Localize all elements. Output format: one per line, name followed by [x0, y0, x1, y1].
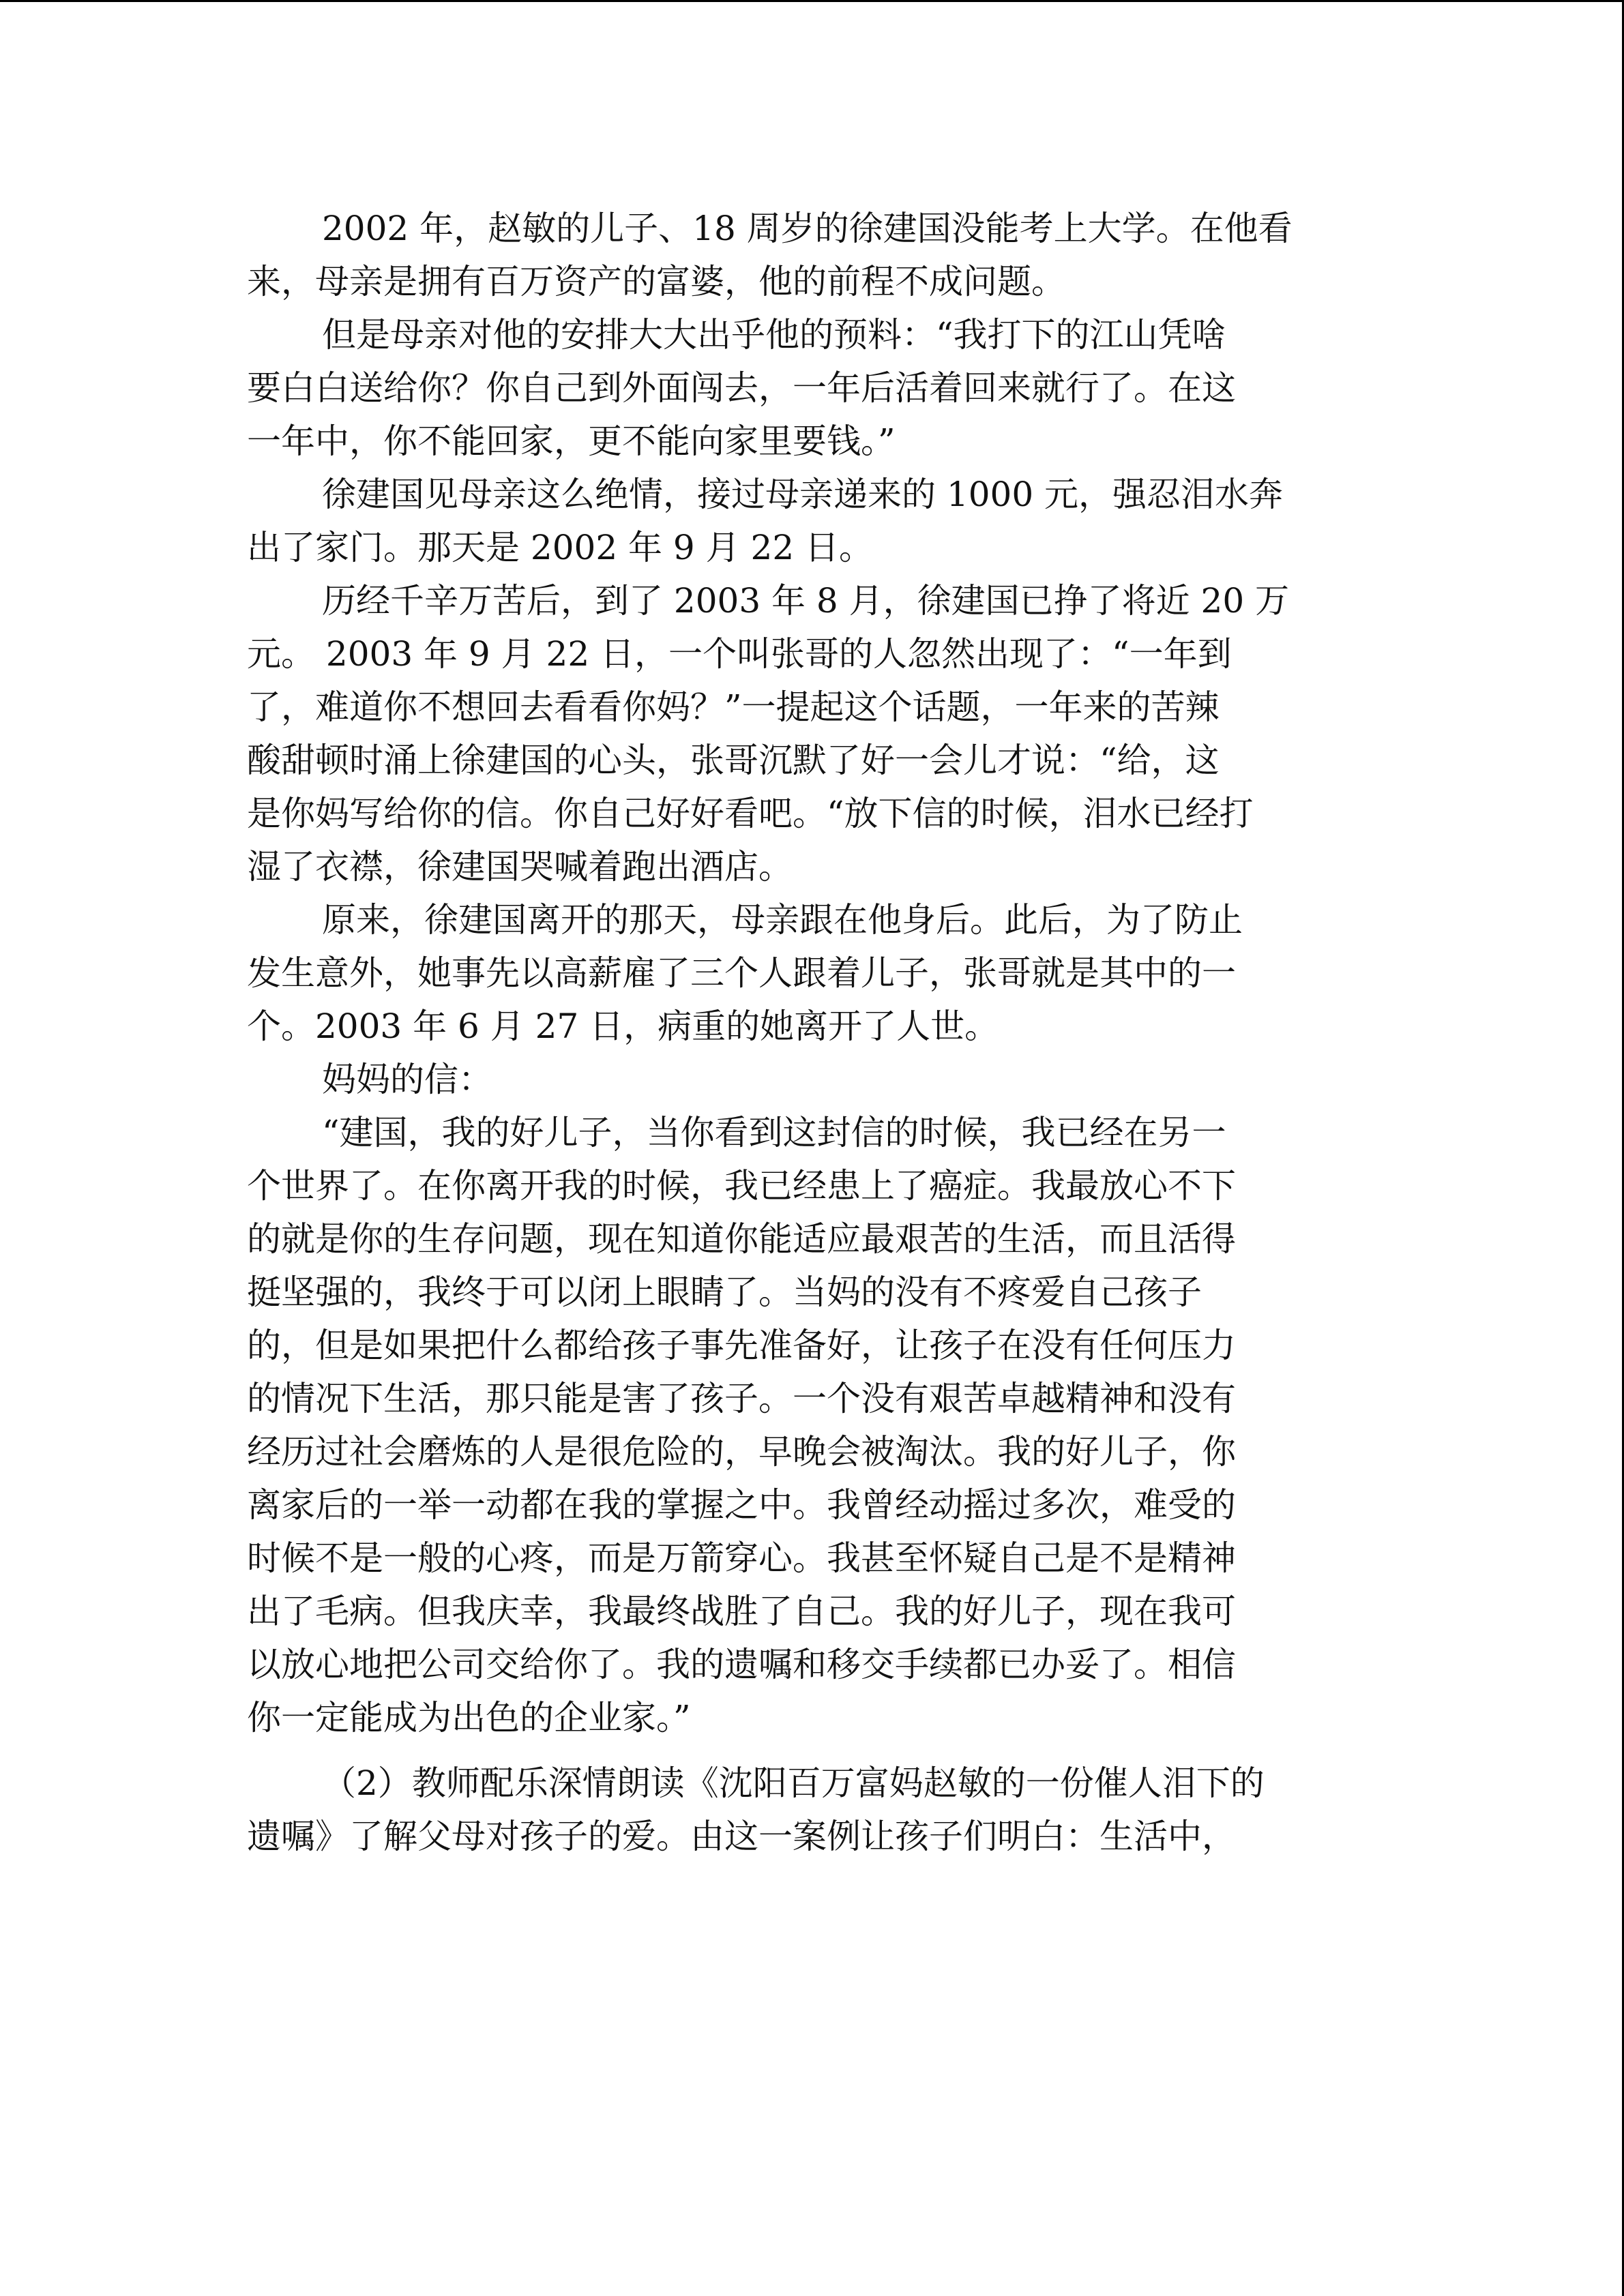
text-line: 个世界了。在你离开我的时候，我已经患上了癌症。我最放心不下: [247, 1166, 1236, 1206]
text-line: 元。 2003 年 9 月 22 日，一个叫张哥的人忽然出现了：“一年到: [247, 634, 1232, 674]
text-line: 出了毛病。但我庆幸，我最终战胜了自己。我的好儿子，现在我可: [247, 1592, 1236, 1631]
text-line: 是你妈写给你的信。你自己好好看吧。“放下信的时候，泪水已经打: [247, 794, 1254, 833]
text-line: 了，难道你不想回去看看你妈？”一提起这个话题，一年来的苦辣: [247, 687, 1220, 727]
text-line: 遗嘱》了解父母对孩子的爱。由这一案例让孩子们明白：生活中，: [247, 1817, 1236, 1856]
text-line: 一年中，你不能回家，更不能向家里要钱。”: [247, 421, 896, 461]
text-line: 原来，徐建国离开的那天，母亲跟在他身后。此后，为了防止: [322, 900, 1243, 940]
page-top-border: [0, 0, 1624, 2]
text-line: 的就是你的生存问题，现在知道你能适应最艰苦的生活，而且活得: [247, 1219, 1236, 1259]
text-line: 2002 年，赵敏的儿子、18 周岁的徐建国没能考上大学。在他看: [322, 209, 1293, 248]
text-line: 湿了衣襟，徐建国哭喊着跑出酒店。: [247, 847, 793, 886]
text-line: 的情况下生活，那只能是害了孩子。一个没有艰苦卓越精神和没有: [247, 1379, 1236, 1418]
text-line: （2）教师配乐深情朗读《沈阳百万富妈赵敏的一份催人泪下的: [322, 1763, 1265, 1803]
text-line: 以放心地把公司交给你了。我的遗嘱和移交手续都已办妥了。相信: [247, 1645, 1236, 1684]
text-line: “建国，我的好儿子，当你看到这封信的时候，我已经在另一: [322, 1113, 1226, 1152]
text-line: 挺坚强的，我终于可以闭上眼睛了。当妈的没有不疼爱自己孩子: [247, 1272, 1202, 1312]
text-line: 历经千辛万苦后，到了 2003 年 8 月，徐建国已挣了将近 20 万: [322, 581, 1290, 621]
text-line: 妈妈的信：: [322, 1060, 492, 1099]
text-line: 离家后的一举一动都在我的掌握之中。我曾经动摇过多次，难受的: [247, 1485, 1236, 1525]
text-line: 徐建国见母亲这么绝情，接过母亲递来的 1000 元，强忍泪水奔: [322, 475, 1284, 514]
text-line: 要白白送给你？你自己到外面闯去，一年后活着回来就行了。在这: [247, 368, 1236, 408]
text-line: 出了家门。那天是 2002 年 9 月 22 日。: [247, 528, 874, 567]
text-line: 时候不是一般的心疼，而是万箭穿心。我甚至怀疑自己是不是精神: [247, 1538, 1236, 1578]
text-line: 经历过社会磨炼的人是很危险的，早晚会被淘汰。我的好儿子，你: [247, 1432, 1236, 1472]
text-line: 但是母亲对他的安排大大出乎他的预料：“我打下的江山凭啥: [322, 315, 1226, 355]
text-line: 个。2003 年 6 月 27 日，病重的她离开了人世。: [247, 1007, 999, 1046]
text-line: 来，母亲是拥有百万资产的富婆，他的前程不成问题。: [247, 262, 1065, 301]
text-line: 你一定能成为出色的企业家。”: [247, 1698, 691, 1738]
text-line: 发生意外，她事先以高薪雇了三个人跟着儿子，张哥就是其中的一: [247, 953, 1236, 993]
text-line: 酸甜顿时涌上徐建国的心头，张哥沉默了好一会儿才说：“给，这: [247, 741, 1220, 780]
text-line: 的，但是如果把什么都给孩子事先准备好，让孩子在没有任何压力: [247, 1326, 1236, 1365]
